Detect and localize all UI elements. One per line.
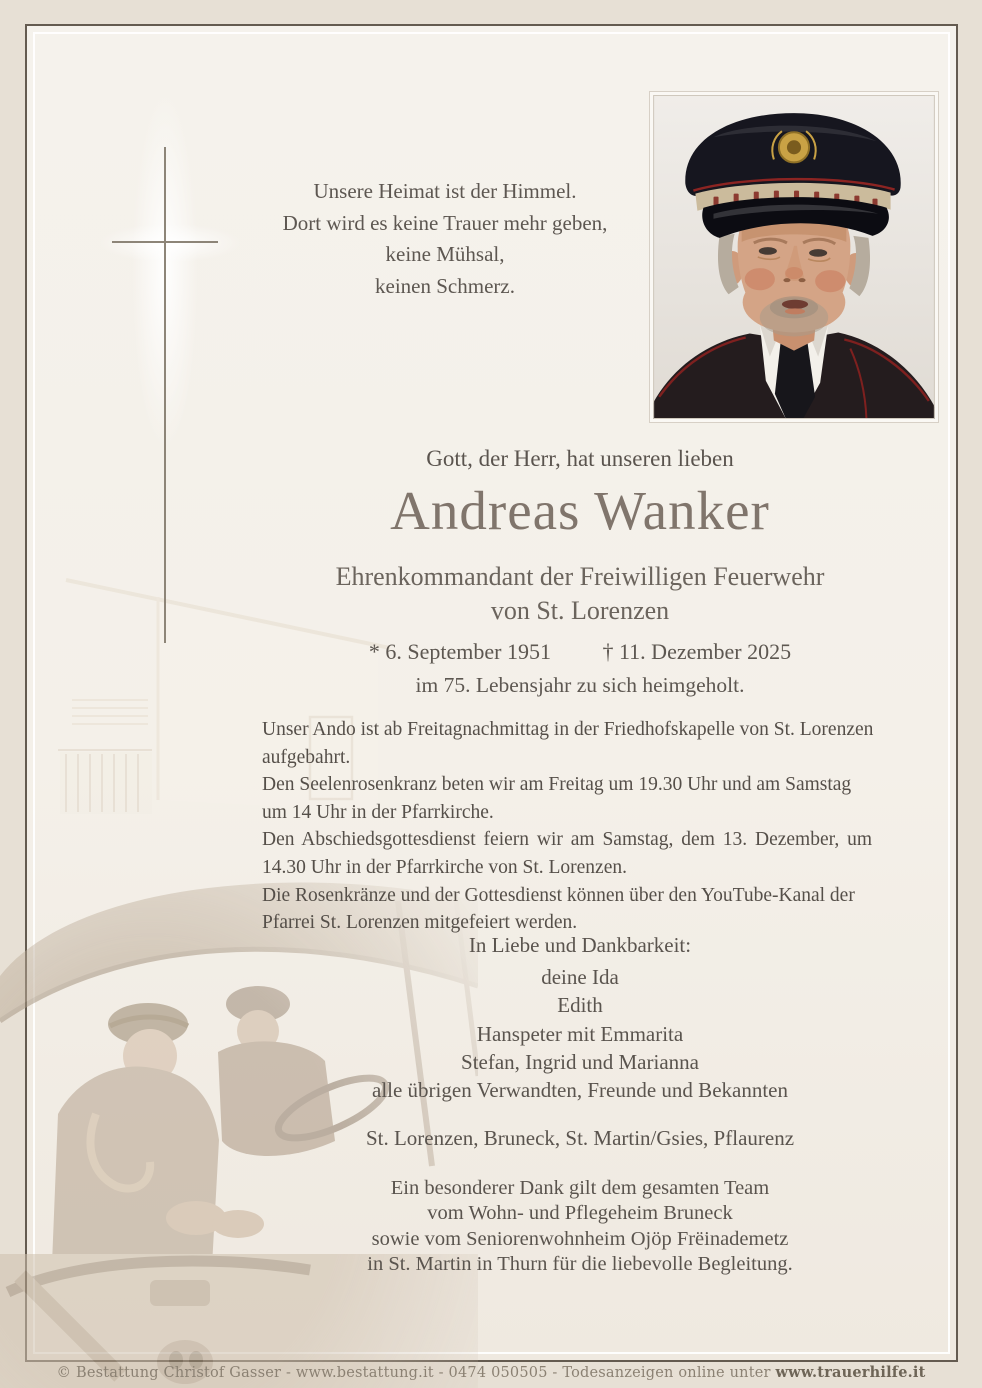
announcement-line: Die Rosenkränze und der Gottesdienst können über den YouTube-Kanal der	[262, 884, 855, 906]
deceased-title	[255, 560, 905, 628]
verse-line: Dort wird es keine Trauer mehr geben,	[282, 210, 608, 235]
mourners-heading: In Liebe und Dankbarkeit:	[468, 933, 692, 957]
thanks-line: sowie vom Seniorenwohnheim Ojöp Frëinademetz	[371, 1227, 789, 1250]
announcement-line: Unser Ando ist ab Freitagnachmittag in der Friedhofskapelle von St. Lorenzen	[262, 719, 874, 740]
life-dates	[255, 639, 905, 665]
portrait-photo	[650, 92, 938, 422]
footer-link: www.trauerhilfe.it	[775, 1364, 926, 1381]
mourners-list	[255, 931, 905, 1104]
mourner-name: Hanspeter mit Emmarita	[476, 1021, 684, 1046]
deceased-name: Andreas Wanker	[390, 480, 770, 541]
death-symbol: †	[602, 639, 614, 664]
birth-symbol: *	[368, 639, 380, 664]
memorial-verse	[235, 176, 655, 302]
footer-text: © Bestattung Christof Gasser - www.bestattung.it - 0474 050505 - Todesanzeigen online unter	[56, 1365, 776, 1381]
thanks-line: in St. Martin in Thurn für die liebevolle Begleitung.	[367, 1253, 793, 1276]
death-date: 11. Dezember 2025	[619, 639, 792, 664]
verse-line: Unsere Heimat ist der Himmel.	[313, 179, 577, 203]
thanks-line: vom Wohn- und Pflegeheim Bruneck	[427, 1202, 733, 1225]
verse-line: keinen Schmerz.	[375, 273, 515, 298]
announcement-line: Den Seelenrosenkranz beten wir am Freitag um 19.30 Uhr und am Samstag	[262, 774, 852, 796]
verse-line: keine Mühsal,	[385, 242, 505, 266]
thanks-note	[255, 1176, 905, 1278]
intro-line: Gott, der Herr, hat unseren lieben	[426, 446, 734, 471]
mourner-name: Stefan, Ingrid und Marianna	[461, 1049, 699, 1074]
footer-credit	[0, 1364, 982, 1381]
announcement	[262, 716, 910, 937]
mourner-name: Edith	[557, 993, 603, 1018]
birth-date: 6. September 1951	[385, 639, 551, 664]
age-line: im 75. Lebensjahr zu sich heimgeholt.	[415, 673, 745, 697]
announcement-line: aufgebahrt.	[262, 746, 351, 768]
thanks-line: Ein besonderer Dank gilt dem gesamten Team	[390, 1177, 770, 1199]
announcement-line: um 14 Uhr in der Pfarrkirche.	[262, 801, 494, 823]
title-line: von St. Lorenzen	[490, 596, 670, 625]
announcement-line: Den Abschiedsgottesdienst feiern wir am Samstag, dem 13. Dezember, um	[262, 829, 872, 851]
mourner-name: alle übrigen Verwandten, Freunde und Bekannten	[372, 1078, 788, 1103]
places-line: St. Lorenzen, Bruneck, St. Martin/Gsies, Pflaurenz	[365, 1126, 795, 1150]
mourner-name: deine Ida	[541, 965, 619, 990]
title-line: Ehrenkommandant der Freiwilligen Feuerwehr	[335, 562, 825, 591]
announcement-line: Pfarrei St. Lorenzen mitgefeiert werden.	[262, 912, 578, 934]
announcement-line: 14.30 Uhr in der Pfarrkirche von St. Lorenzen.	[262, 856, 627, 878]
